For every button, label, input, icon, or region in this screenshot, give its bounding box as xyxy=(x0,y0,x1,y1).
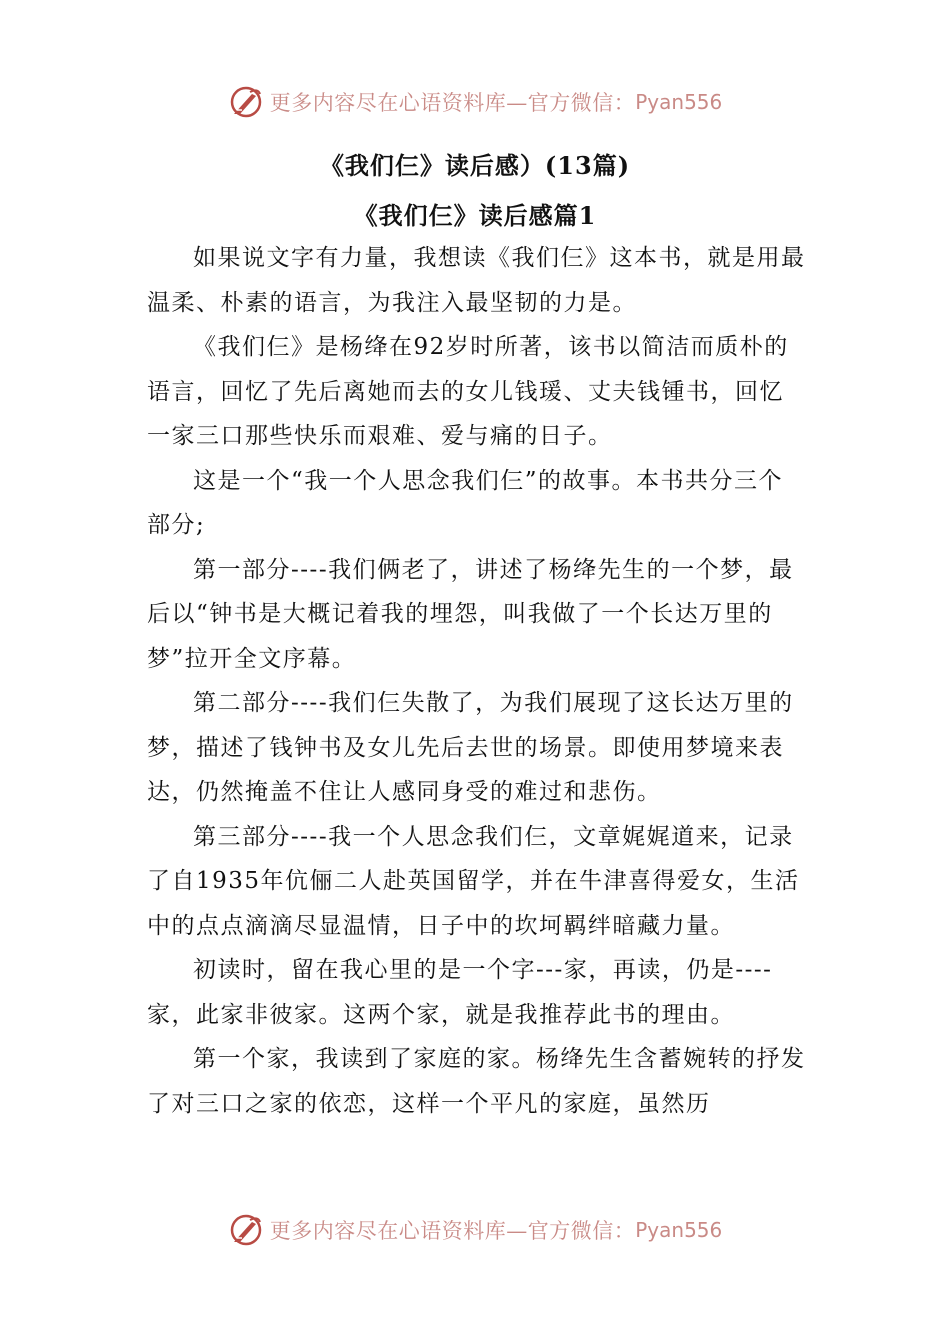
footer-banner xyxy=(0,1210,950,1250)
paragraph: 《我们仨》是杨绛在92岁时所著，该书以简洁而质朴的语言，回忆了先后离她而去的女儿钱瑗、丈夫钱锺书，回忆一家三口那些快乐而艰难、爱与痛的日子。 xyxy=(147,334,789,449)
paragraph: 第三部分----我一个人思念我们仨，文章娓娓道来，记录了自1935年伉俪二人赴英国留学，并在牛津喜得爱女，生活中的点点滴滴尽显温情，日子中的坎坷羁绊暗藏力量。 xyxy=(147,823,800,939)
banner-text: 更多内容尽在心语资料库—官方微信： xyxy=(269,91,636,115)
header-banner xyxy=(0,82,950,122)
paragraph: 第一个家，我读到了家庭的家。杨绛先生含蓄婉转的抒发了对三口之家的依恋，这样一个平凡的家庭，虽然历 xyxy=(147,1046,806,1117)
document-subtitle: 《我们仨》读后感篇1 xyxy=(353,201,597,230)
banner-wechat-id: Pyan556 xyxy=(635,90,723,114)
paragraph: 第一部分----我们俩老了，讲述了杨绛先生的一个梦，最后以“钟书是大概记着我的埋怨，叫我做了一个长达万里的梦”拉开全文序幕。 xyxy=(147,556,794,672)
banner-wechat-id: Pyan556 xyxy=(635,1218,723,1242)
paragraph: 初读时，留在我心里的是一个字---家，再读，仍是----家，此家非彼家。这两个家，就是我推荐此书的理由。 xyxy=(147,957,773,1028)
pen-quill-icon xyxy=(228,84,264,120)
document-title: 《我们仨》读后感）(13篇) xyxy=(319,151,631,180)
pen-quill-icon xyxy=(228,1212,264,1248)
banner-text: 更多内容尽在心语资料库—官方微信： xyxy=(269,1219,636,1243)
paragraph: 如果说文字有力量，我想读《我们仨》这本书，就是用最温柔、朴素的语言，为我注入最坚韧的力是。 xyxy=(147,245,806,316)
paragraph: 这是一个“我一个人思念我们仨”的故事。本书共分三个部分; xyxy=(147,467,784,538)
paragraph: 第二部分----我们仨失散了，为我们展现了这长达万里的梦，描述了钱钟书及女儿先后去世的场景。即使用梦境来表达，仍然掩盖不住让人感同身受的难过和悲伤。 xyxy=(147,690,794,805)
document-body xyxy=(147,236,807,1126)
